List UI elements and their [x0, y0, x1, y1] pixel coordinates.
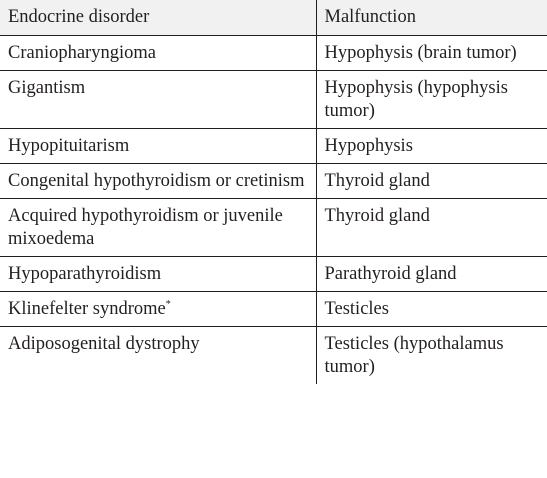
- disorder-text: Klinefelter syndrome: [8, 299, 166, 319]
- table-row: [0, 129, 547, 164]
- disorder-cell: Gigantism: [0, 71, 316, 129]
- disorder-cell: Hypopituitarism: [0, 129, 316, 164]
- malfunction-cell: Parathyroid gland: [316, 257, 547, 292]
- table-row: [0, 164, 547, 199]
- malfunction-cell: Thyroid gland: [316, 199, 547, 257]
- malfunction-cell: Hypophysis (hypophysis tumor): [316, 71, 547, 129]
- disorder-cell: Hypoparathyroidism: [0, 257, 316, 292]
- table-row: [0, 257, 547, 292]
- disorder-cell: Congenital hypothyroidism or cretinism: [0, 164, 316, 199]
- table-row: [0, 71, 547, 129]
- malfunction-cell: Hypophysis: [316, 129, 547, 164]
- malfunction-cell: Hypophysis (brain tumor): [316, 36, 547, 71]
- table-row: [0, 327, 547, 385]
- table-row: [0, 292, 547, 327]
- disorder-cell: [0, 292, 316, 327]
- footnote-marker: *: [165, 298, 171, 310]
- header-endocrine-disorder: Endocrine disorder: [0, 0, 316, 36]
- malfunction-cell: Testicles (hypothalamus tumor): [316, 327, 547, 385]
- disorder-cell: Craniopharyngioma: [0, 36, 316, 71]
- disorder-cell: Acquired hypothyroidism or juvenile mixoedema: [0, 199, 316, 257]
- disorder-cell: Adiposogenital dystrophy: [0, 327, 316, 385]
- header-malfunction: Malfunction: [316, 0, 547, 36]
- table-row: [0, 36, 547, 71]
- table-header-row: [0, 0, 547, 36]
- malfunction-cell: Thyroid gland: [316, 164, 547, 199]
- malfunction-cell: Testicles: [316, 292, 547, 327]
- table-row: [0, 199, 547, 257]
